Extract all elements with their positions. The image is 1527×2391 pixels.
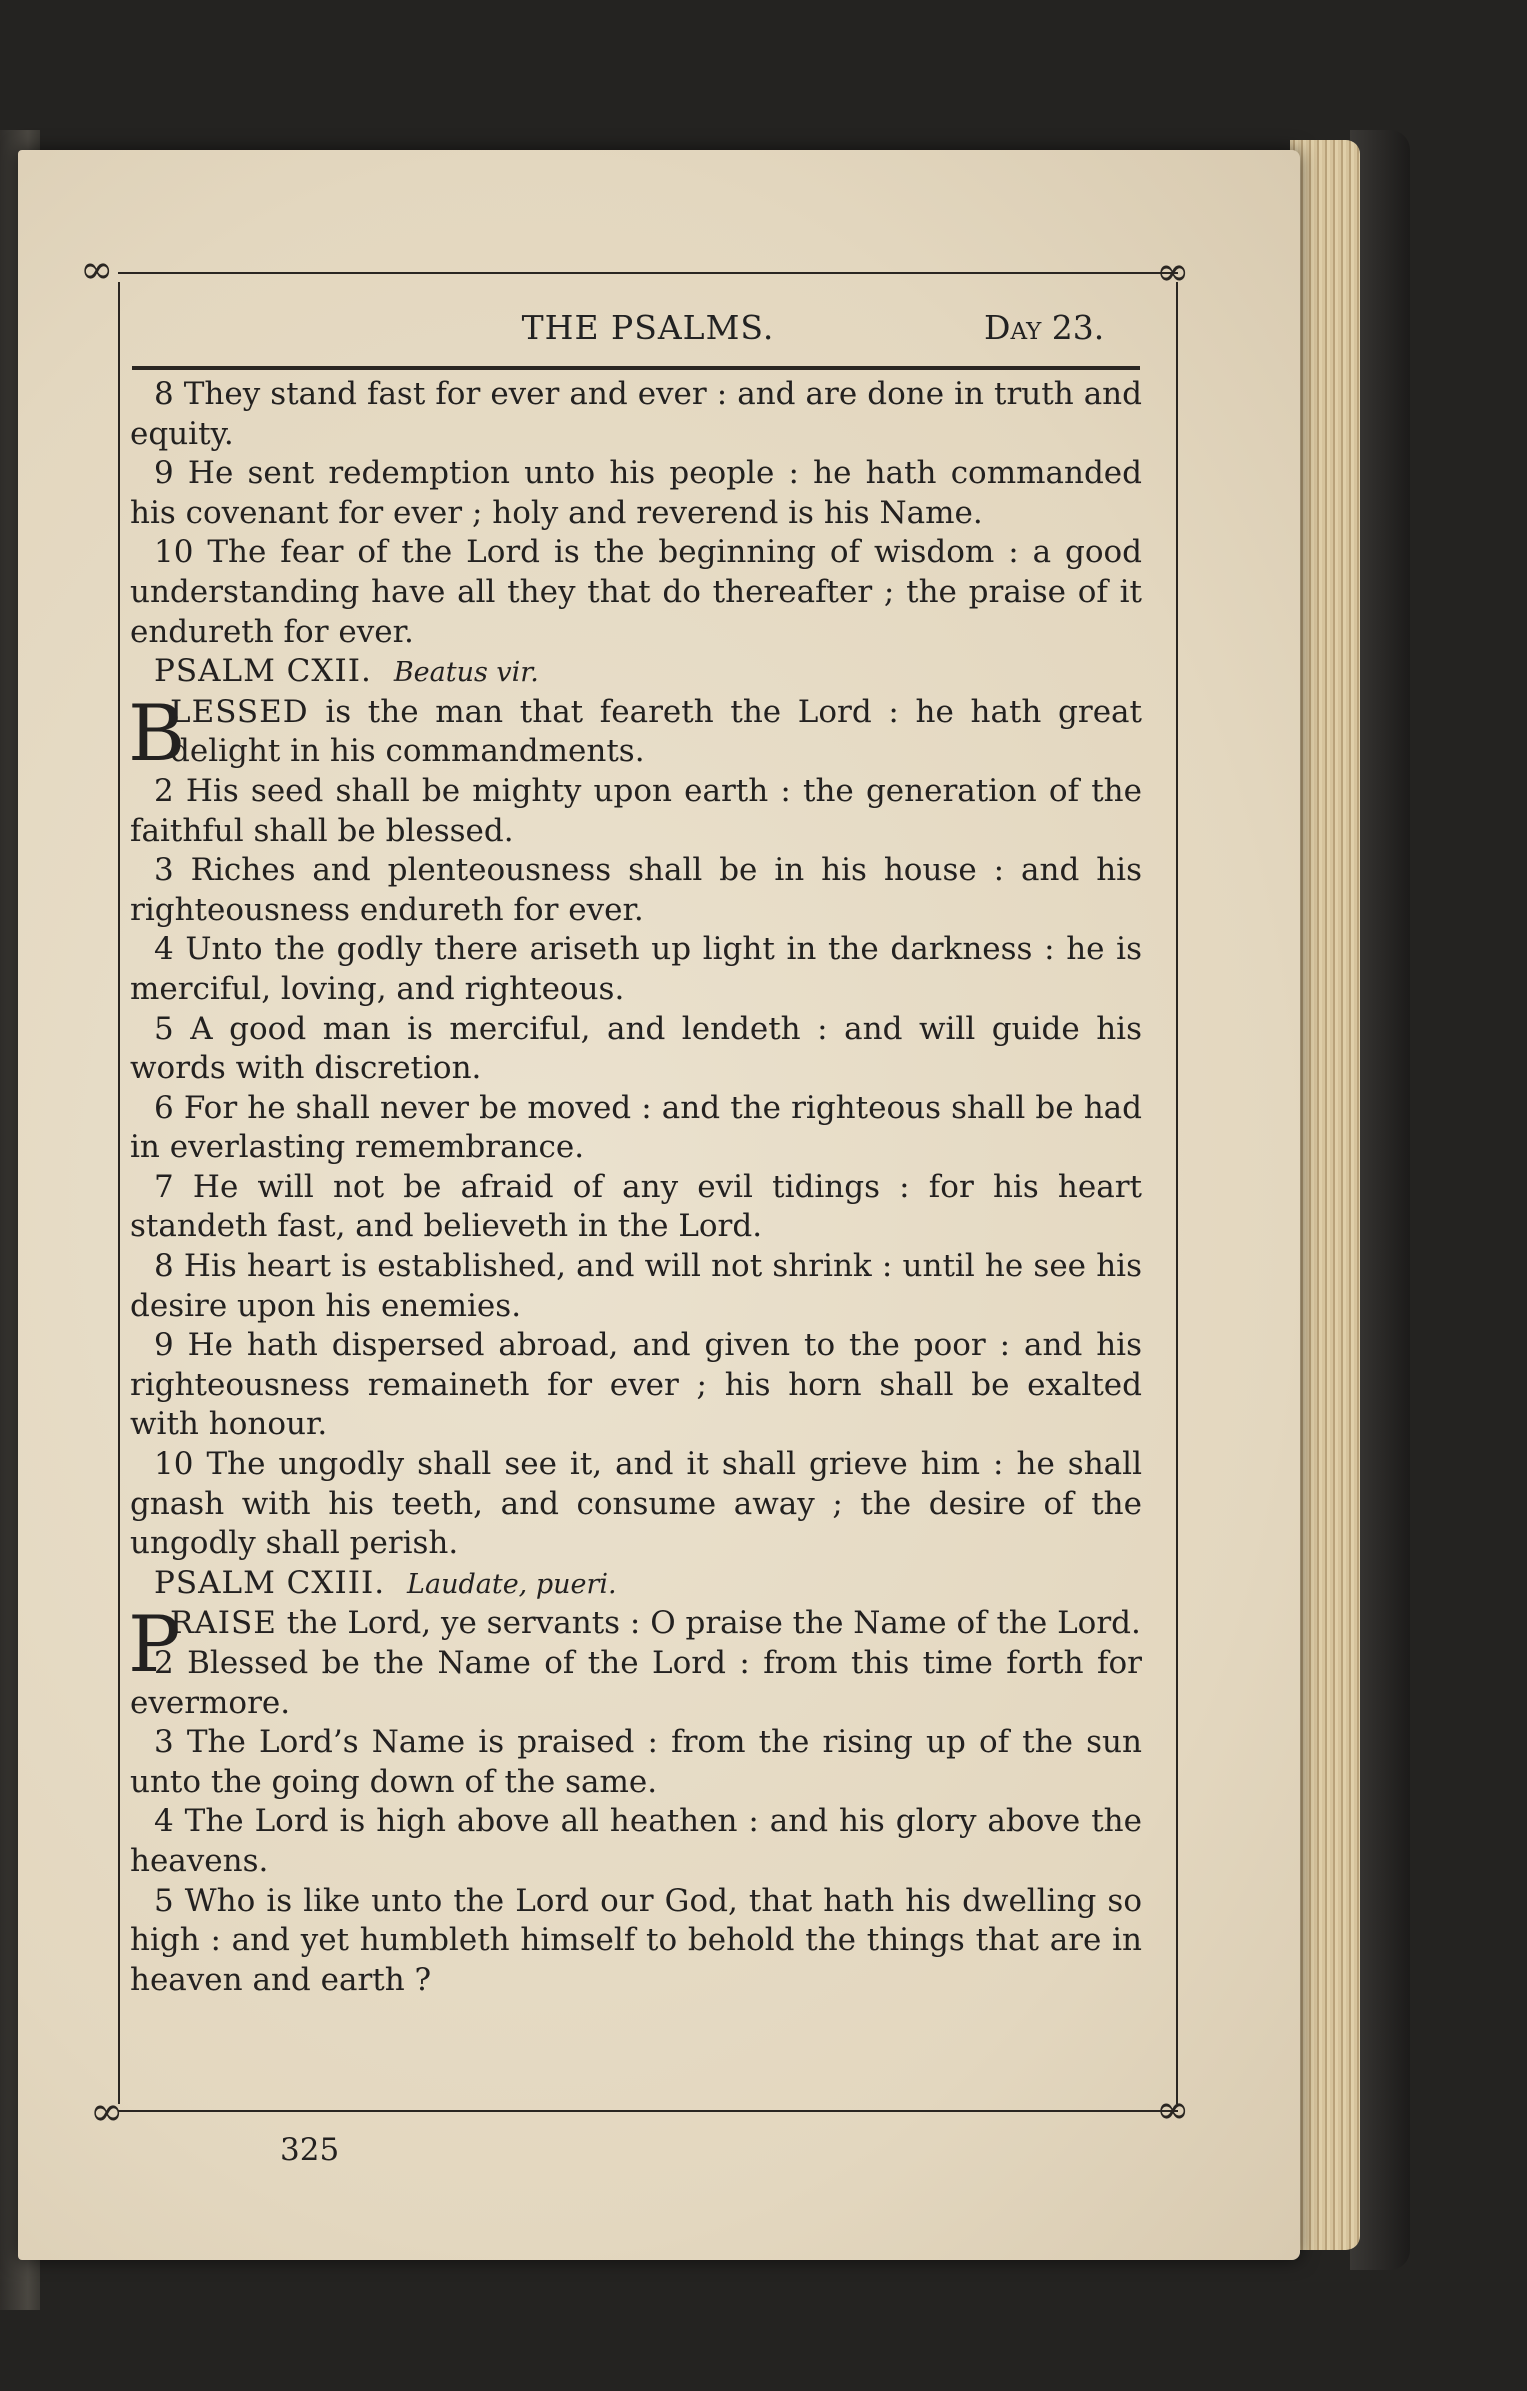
header-rule	[132, 366, 1140, 370]
corner-ornament-icon: ∞	[1156, 2087, 1190, 2133]
frame-rule-top	[118, 272, 1178, 274]
frame-rule-left	[118, 282, 120, 2104]
psalm-number: PSALM CXII.	[154, 653, 372, 690]
psalm-latin-incipit: Beatus vir.	[393, 657, 539, 689]
psalm-opening-verse	[128, 688, 1142, 779]
verse: 9 He sent redemption unto his people : he hath commanded his covenant for ever ; holy and reverend is his Name.	[130, 455, 1142, 531]
verse: 10 The fear of the Lord is the beginning of wisdom : a good understanding have all they that do thereafter ; the praise of it endureth for ever.	[130, 534, 1142, 650]
drop-cap: B	[128, 688, 186, 779]
verse: 9 He hath dispersed abroad, and given to the poor : and his righteousness remaineth for ever ; his horn shall be exalted with honour.	[130, 1327, 1142, 1443]
verse: 4 Unto the godly there ariseth up light in the darkness : he is merciful, loving, and righteous.	[130, 931, 1142, 1007]
verse: 2 His seed shall be mighty upon earth : the generation of the faithful shall be blessed.	[130, 772, 1142, 849]
day-label: Day 23.	[984, 308, 1105, 347]
verse: 3 Riches and plenteousness shall be in his house : and his righteousness endureth for ever.	[130, 852, 1142, 928]
opening-word: LESSED	[170, 693, 309, 730]
corner-ornament-icon: ∞	[80, 247, 114, 293]
page-text	[130, 375, 1142, 2000]
verse: 7 He will not be afraid of any evil tidings : for his heart standeth fast, and believeth in the Lord.	[130, 1168, 1142, 1245]
verse: 3 The Lord’s Name is praised : from the rising up of the sun unto the going down of the same.	[130, 1724, 1142, 1800]
corner-ornament-icon: ∞	[1156, 249, 1190, 295]
psalm-heading	[130, 652, 1142, 693]
psalm-latin-incipit: Laudate, pueri.	[407, 1568, 617, 1600]
page-edges	[1290, 140, 1360, 2250]
verse: 5 Who is like unto the Lord our God, that hath his dwelling so high : and yet humbleth himself to behold the things that are in heaven and earth ?	[130, 1882, 1142, 1998]
frame-rule-right	[1176, 282, 1178, 2104]
psalm-heading	[130, 1564, 1142, 1605]
frame-rule-bottom	[118, 2110, 1178, 2112]
opening-text: the Lord, ye servants : O praise the Name of the Lord.	[276, 1605, 1141, 1642]
verse: 2 Blessed be the Name of the Lord : from this time forth for evermore.	[130, 1645, 1142, 1721]
verse: 8 His heart is established, and will not shrink : until he see his desire upon his enemies.	[130, 1248, 1142, 1324]
verse: 6 For he shall never be moved : and the righteous shall be had in everlasting remembrance.	[130, 1089, 1142, 1166]
page-number: 325	[280, 2132, 340, 2168]
verse: 5 A good man is merciful, and lendeth : and will guide his words with discretion.	[130, 1010, 1142, 1087]
psalm-number: PSALM CXIII.	[154, 1564, 386, 1601]
verse: 8 They stand fast for ever and ever : and are done in truth and equity.	[130, 376, 1142, 452]
running-title: THE PSALMS.	[521, 308, 775, 347]
verse: 10 The ungodly shall see it, and it shall grieve him : he shall gnash with his teeth, and consume away ; the desire of the ungodly shall perish.	[130, 1446, 1142, 1562]
drop-cap: P	[128, 1600, 181, 1691]
verse: 4 The Lord is high above all heathen : and his glory above the heavens.	[130, 1803, 1142, 1879]
opening-word: RAISE	[170, 1605, 277, 1642]
corner-ornament-icon: ∞	[90, 2089, 124, 2135]
book-page	[18, 150, 1300, 2260]
opening-text: is the man that feareth the Lord : he hath great delight in his commandments.	[170, 693, 1142, 770]
